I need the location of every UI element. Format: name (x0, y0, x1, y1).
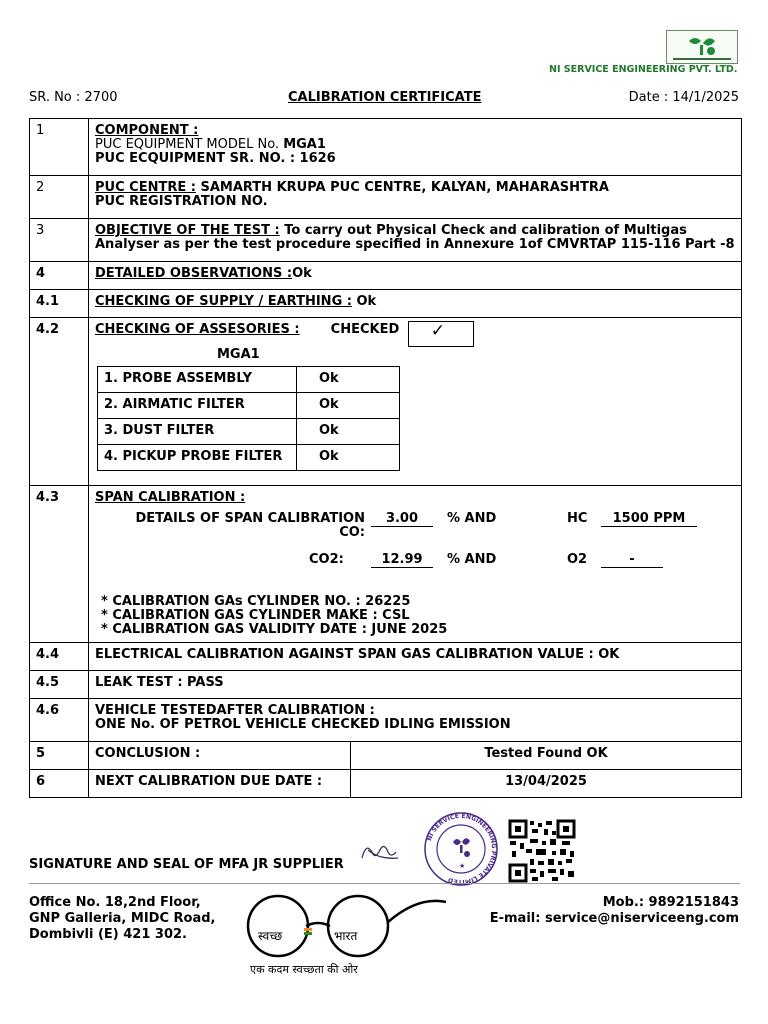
swachh-right-text: भारत (334, 929, 358, 943)
check-icon: ✓ (430, 321, 446, 341)
row-leak-test (30, 671, 742, 699)
gas-validity: * CALIBRATION GAS VALIDITY DATE : JUNE 2025 (101, 622, 448, 637)
due-date-label: NEXT CALIBRATION DUE DATE : (89, 770, 351, 798)
row-electrical-calibration (30, 643, 742, 671)
observations-value: Ok (292, 266, 312, 281)
row-supply-earthing (30, 290, 742, 318)
o2-value: - (601, 553, 663, 568)
puc-centre-name: SAMARTH KRUPA PUC CENTRE, KALYAN, MAHARASHTRA (195, 180, 609, 195)
qr-code (508, 819, 576, 883)
company-name: NI SERVICE ENGINEERING PVT. LTD. (549, 64, 738, 75)
swachh-bharat-logo (240, 888, 450, 980)
vehicle-tested-line-1: VEHICLE TESTEDAFTER CALIBRATION : (95, 703, 375, 718)
signature-scribble-icon (358, 836, 406, 868)
certificate-date: Date : 14/1/2025 (628, 90, 739, 105)
footer-divider (29, 883, 740, 884)
model-label: PUC EQUIPMENT MODEL No. (95, 137, 284, 152)
seal-text: NI SERVICE ENGINEERING PRIVATE LIMITED (426, 812, 498, 886)
puc-registration: PUC REGISTRATION NO. (95, 194, 268, 209)
component-heading: COMPONENT : (95, 123, 199, 138)
checked-box (408, 321, 474, 347)
hc-label: HC (567, 511, 588, 526)
due-date-value: 13/04/2025 (351, 770, 742, 798)
row-number: 1 (30, 119, 89, 176)
vehicle-tested-line-2: ONE No. OF PETROL VEHICLE CHECKED IDLING EMISSION (95, 717, 511, 732)
contact-details (490, 895, 739, 927)
accessories-model: MGA1 (217, 347, 260, 362)
mobile-number: Mob.: 9892151843 (602, 895, 739, 910)
company-logo (666, 30, 738, 64)
leaf-logo-icon (667, 31, 737, 63)
cylinder-number: * CALIBRATION GAs CYLINDER NO. : 26225 (101, 594, 411, 609)
row-conclusion (30, 742, 742, 770)
qr-code-icon (508, 819, 576, 883)
seal-icon (421, 812, 501, 886)
checked-label: CHECKED (330, 322, 400, 337)
email-address: E-mail: service@niserviceeng.com (489, 911, 739, 926)
office-address (29, 895, 215, 943)
table-row: 1. PROBE ASSEMBLY Ok (98, 367, 400, 393)
company-seal (421, 812, 501, 886)
co-value: 3.00 (371, 512, 433, 527)
row-number: 4.3 (30, 486, 89, 643)
hc-value: 1500 PPM (601, 512, 697, 527)
electrical-calibration-text: ELECTRICAL CALIBRATION AGAINST SPAN GAS CALIBRATION VALUE : OK (89, 643, 742, 671)
row-number: 4.6 (30, 699, 89, 742)
address-line: GNP Galleria, MIDC Road, (29, 911, 216, 926)
leak-test-text: LEAK TEST : PASS (89, 671, 742, 699)
address-line: Dombivli (E) 421 302. (29, 927, 187, 942)
table-row: 2. AIRMATIC FILTER Ok (98, 393, 400, 419)
equipment-serial: PUC ECQUIPMENT SR. NO. : 1626 (95, 151, 336, 166)
row-number: 4.1 (30, 290, 89, 318)
page-title: CALIBRATION CERTIFICATE (288, 90, 482, 105)
row-detailed-observations (30, 262, 742, 290)
row-component (30, 119, 742, 176)
row-number: 4.4 (30, 643, 89, 671)
conclusion-value: Tested Found OK (351, 742, 742, 770)
row-objective (30, 219, 742, 262)
glasses-icon (240, 888, 450, 958)
row-number: 6 (30, 770, 89, 798)
co2-label: CO2: (309, 552, 344, 567)
span-details-label: DETAILS OF SPAN CALIBRATION CO: (135, 511, 365, 540)
span-heading: SPAN CALIBRATION : (95, 490, 246, 505)
swachh-left-text: स्वच्छ (258, 929, 283, 943)
row-number: 5 (30, 742, 89, 770)
row-puc-centre (30, 176, 742, 219)
and-label: % AND (447, 511, 497, 526)
row-accessories (30, 318, 742, 486)
cylinder-make: * CALIBRATION GAS CYLINDER MAKE : CSL (101, 608, 410, 623)
table-row: 3. DUST FILTER Ok (98, 419, 400, 445)
row-vehicle-tested (30, 699, 742, 742)
row-number: 4 (30, 262, 89, 290)
co2-value: 12.99 (371, 553, 433, 568)
row-number: 3 (30, 219, 89, 262)
earthing-value: Ok (351, 294, 377, 309)
signature-label: SIGNATURE AND SEAL OF MFA JR SUPPLIER (29, 857, 344, 872)
row-next-due-date (30, 770, 742, 798)
model-value: MGA1 (283, 137, 326, 152)
row-number: 4.5 (30, 671, 89, 699)
o2-label: O2 (567, 552, 588, 567)
observations-heading: DETAILED OBSERVATIONS : (95, 266, 293, 281)
objective-text: To carry out Physical Check and calibration of Multigas Analyser as per the test procedure specified in Annexure 1of CMVRTAP 115-116 Part -8 (95, 223, 735, 252)
row-number: 4.2 (30, 318, 89, 486)
accessories-table (97, 366, 400, 471)
conclusion-label: CONCLUSION : (89, 742, 351, 770)
certificate-table (29, 118, 742, 798)
row-span-calibration (30, 486, 742, 643)
puc-centre-heading: PUC CENTRE : (95, 180, 196, 195)
earthing-heading: CHECKING OF SUPPLY / EARTHING : (95, 294, 352, 309)
accessories-heading: CHECKING OF ASSESORIES : (95, 322, 300, 337)
row-number: 2 (30, 176, 89, 219)
address-line: Office No. 18,2nd Floor, (29, 895, 201, 910)
table-row: 4. PICKUP PROBE FILTER Ok (98, 445, 400, 471)
objective-heading: OBJECTIVE OF THE TEST : (95, 223, 280, 238)
and-label: % AND (447, 552, 497, 567)
serial-number: SR. No : 2700 (29, 90, 118, 105)
svg-text:★: ★ (459, 862, 466, 870)
swachh-tagline: एक कदम स्वच्छता की ओर (250, 963, 358, 976)
